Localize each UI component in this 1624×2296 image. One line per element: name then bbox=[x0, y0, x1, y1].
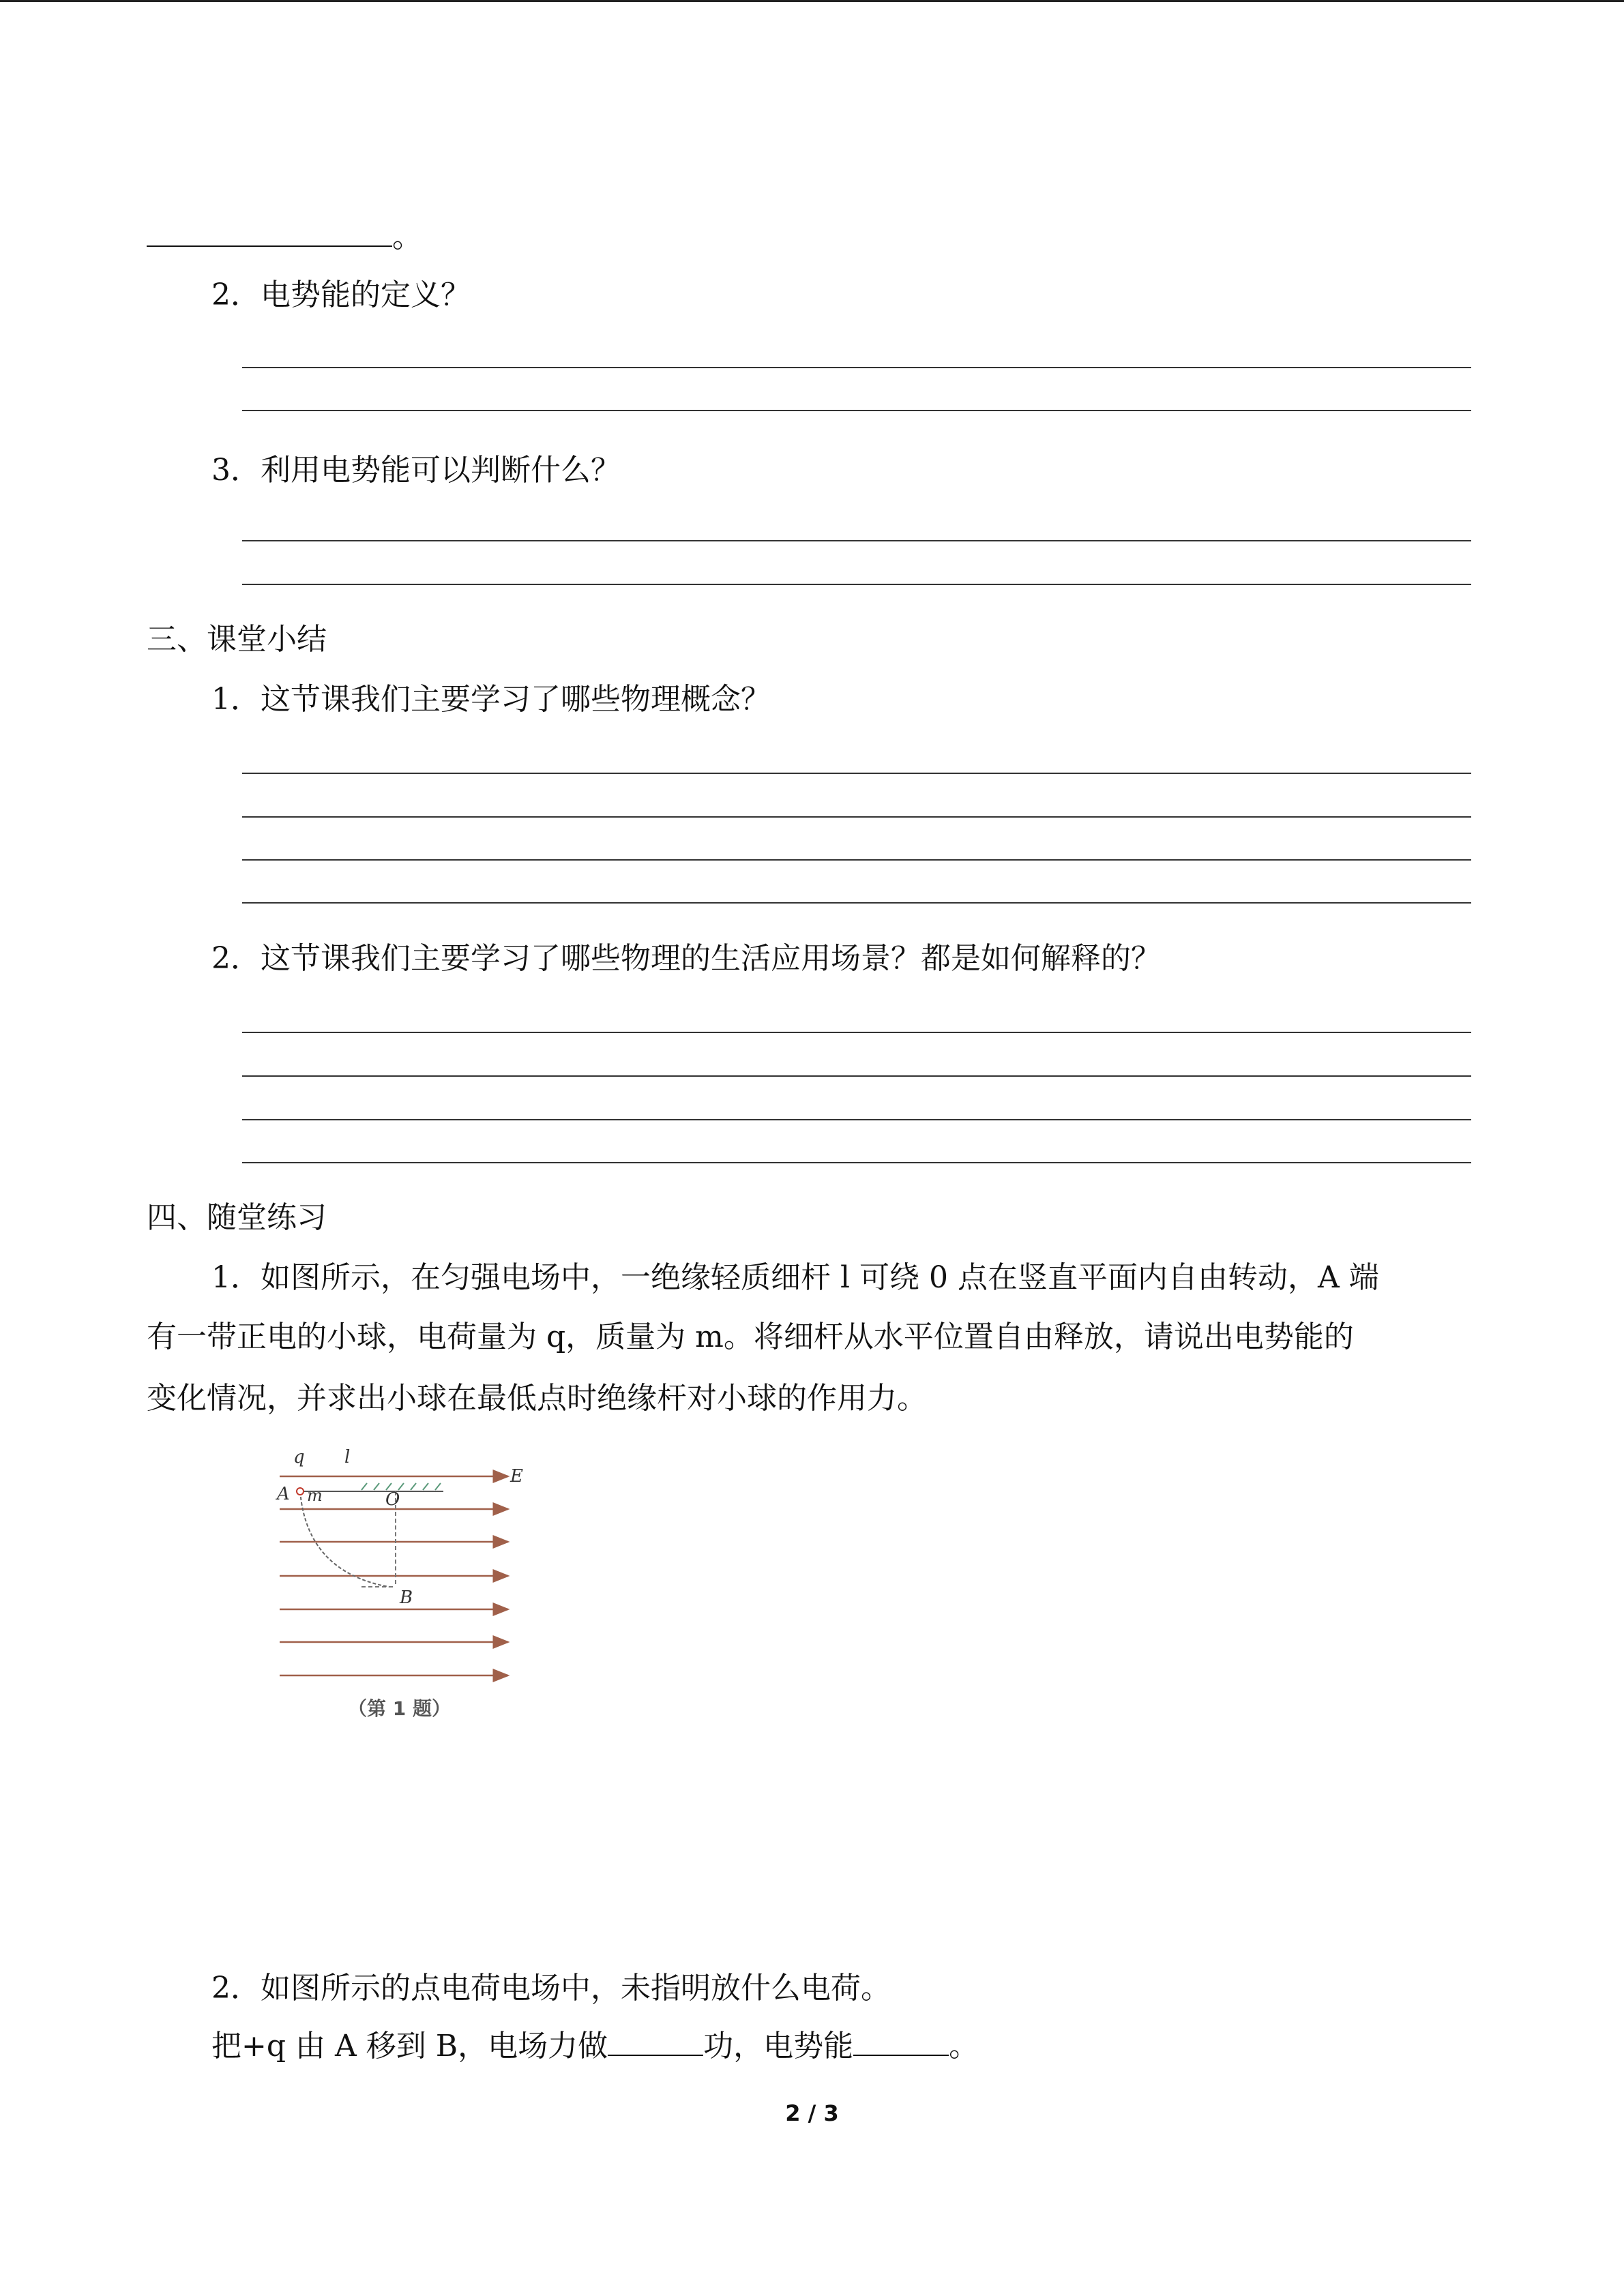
summary-question-2: 2．这节课我们主要学习了哪些物理的生活应用场景？都是如何解释的？ bbox=[211, 941, 1161, 976]
summary-question-1: 1．这节课我们主要学习了哪些物理概念？ bbox=[211, 682, 771, 717]
charged-ball bbox=[297, 1488, 304, 1495]
continuation-end: 。 bbox=[392, 220, 422, 254]
answer-line[interactable] bbox=[242, 816, 1471, 818]
answer-line[interactable] bbox=[242, 584, 1471, 585]
exercise-1-line-3: 变化情况，并求出小球在最低点时绝缘杆对小球的作用力。 bbox=[147, 1381, 927, 1416]
label-q: q bbox=[293, 1447, 305, 1467]
pivot-hatching bbox=[361, 1483, 441, 1490]
answer-line[interactable] bbox=[242, 410, 1471, 411]
label-O: O bbox=[385, 1489, 400, 1510]
exercise-2-line-1: 2．如图所示的点电荷电场中，未指明放什么电荷。 bbox=[211, 1971, 891, 2006]
label-B: B bbox=[400, 1587, 413, 1608]
label-A: A bbox=[277, 1484, 290, 1504]
answer-line[interactable] bbox=[242, 773, 1471, 774]
exercise-1-line-2: 有一带正电的小球，电荷量为 q，质量为 m。将细杆从水平位置自由释放，请说出电势能的 bbox=[147, 1320, 1354, 1354]
exercise-1-figure bbox=[266, 1442, 539, 1742]
answer-line[interactable] bbox=[242, 1162, 1471, 1163]
exercise-1-line-1: 1．如图所示，在匀强电场中，一绝缘轻质细杆 l 可绕 0 点在竖直平面内自由转动，A 端 bbox=[211, 1260, 1379, 1295]
top-border bbox=[0, 0, 1624, 2]
page-number: 2 / 3 bbox=[785, 2100, 839, 2126]
potential-energy-change-blank[interactable] bbox=[853, 2027, 949, 2056]
answer-line[interactable] bbox=[242, 902, 1471, 904]
answer-line[interactable] bbox=[242, 367, 1471, 368]
exercise-2-text-b: 功，电势能 bbox=[703, 2029, 854, 2063]
figure-caption: （第 1 题） bbox=[348, 1697, 451, 1720]
exercise-2-line-2 bbox=[211, 2027, 979, 2066]
exercise-2-text-c: 。 bbox=[949, 2029, 979, 2063]
answer-line[interactable] bbox=[242, 1075, 1471, 1077]
section-3-heading: 三、课堂小结 bbox=[147, 622, 327, 657]
answer-line[interactable] bbox=[242, 540, 1471, 541]
continuation-line bbox=[147, 218, 422, 256]
label-l: l bbox=[344, 1447, 351, 1467]
label-E: E bbox=[510, 1466, 523, 1487]
exercise-2-text-a: 把+q 由 A 移到 B，电场力做 bbox=[211, 2029, 608, 2063]
section-4-heading: 四、随堂练习 bbox=[147, 1200, 327, 1235]
work-type-blank[interactable] bbox=[608, 2027, 703, 2056]
answer-line[interactable] bbox=[242, 859, 1471, 861]
label-m: m bbox=[307, 1486, 323, 1505]
question-3-potential-energy-use: 3．利用电势能可以判断什么？ bbox=[211, 453, 621, 488]
answer-line[interactable] bbox=[242, 1032, 1471, 1033]
swing-arc bbox=[300, 1491, 389, 1587]
answer-line[interactable] bbox=[242, 1119, 1471, 1120]
question-2-potential-energy-definition: 2．电势能的定义？ bbox=[211, 278, 471, 312]
answer-blank[interactable] bbox=[147, 218, 392, 247]
